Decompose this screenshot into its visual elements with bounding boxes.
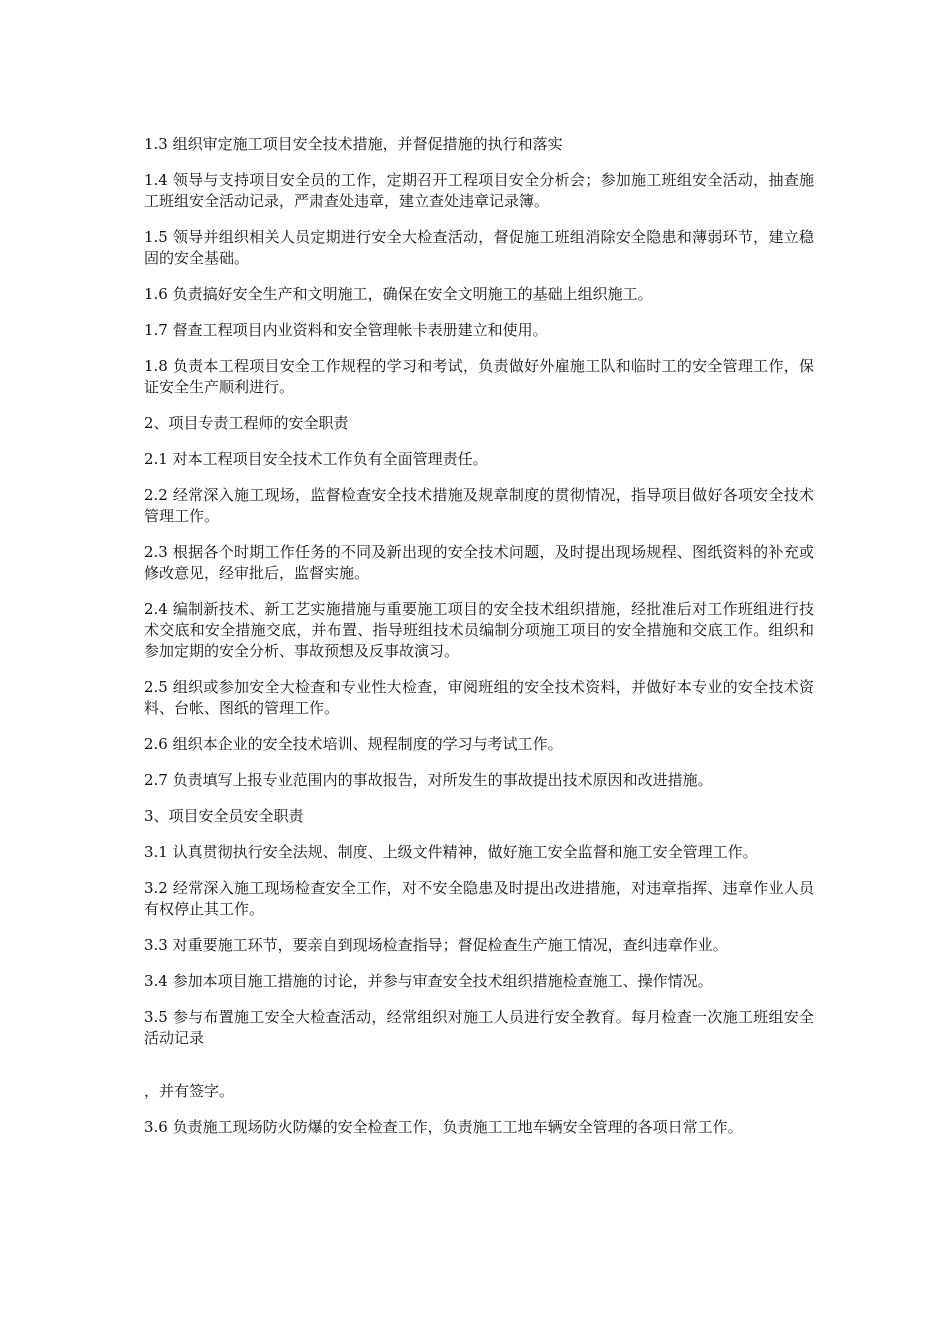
paragraph-2-5: 2.5 组织或参加安全大检查和专业性大检查，审阅班组的安全技术资料，并做好本专业的安全技术资料、台帐、图纸的管理工作。 <box>144 678 814 717</box>
paragraph-2-7: 2.7 负责填写上报专业范围内的事故报告，对所发生的事故提出技术原因和改进措施。 <box>144 771 713 789</box>
paragraph-3-5: 3.5 参与布置施工安全大检查活动，经常组织对施工人员进行安全教育。每月检查一次施工班组安全活动记录 <box>144 1008 814 1047</box>
section-heading-2: 2、项目专责工程师的安全职责 <box>144 414 349 432</box>
paragraph-3-4: 3.4 参加本项目施工措施的讨论，并参与审查安全技术组织措施检查施工、操作情况。 <box>144 972 713 990</box>
paragraph-1-5: 1.5 领导并组织相关人员定期进行安全大检查活动，督促施工班组消除安全隐患和薄弱环节，建立稳固的安全基础。 <box>144 228 814 267</box>
paragraph-3-3: 3.3 对重要施工环节，要亲自到现场检查指导；督促检查生产施工情况，查纠违章作业。 <box>144 936 728 954</box>
paragraph-3-5-continuation: ，并有签字。 <box>144 1082 235 1100</box>
paragraph-2-2: 2.2 经常深入施工现场，监督检查安全技术措施及规章制度的贯彻情况，指导项目做好各项安全技术管理工作。 <box>144 486 814 525</box>
paragraph-3-6: 3.6 负责施工现场防火防爆的安全检查工作，负责施工工地车辆安全管理的各项日常工作。 <box>144 1118 743 1136</box>
paragraph-1-6: 1.6 负责搞好安全生产和文明施工，确保在安全文明施工的基础上组织施工。 <box>144 285 653 303</box>
paragraph-3-1: 3.1 认真贯彻执行安全法规、制度、上级文件精神，做好施工安全监督和施工安全管理工作。 <box>144 843 758 861</box>
paragraph-1-7: 1.7 督查工程项目内业资料和安全管理帐卡表册建立和使用。 <box>144 321 548 339</box>
paragraph-1-8: 1.8 负责本工程项目安全工作规程的学习和考试，负责做好外雇施工队和临时工的安全管理工作，保证安全生产顺利进行。 <box>144 357 814 396</box>
section-heading-3: 3、项目安全员安全职责 <box>144 807 304 825</box>
document-body <box>144 134 814 1153</box>
paragraph-1-3: 1.3 组织审定施工项目安全技术措施，并督促措施的执行和落实 <box>144 135 563 153</box>
paragraph-2-4: 2.4 编制新技术、新工艺实施措施与重要施工项目的安全技术组织措施，经批准后对工作班组进行技术交底和安全措施交底，并布置、指导班组技术员编制分项施工项目的安全措施和交底工作。组织和参加定期的安全分析、事故预想及反事故演习。 <box>144 600 814 660</box>
paragraph-3-2: 3.2 经常深入施工现场检查安全工作，对不安全隐患及时提出改进措施，对违章指挥、违章作业人员有权停止其工作。 <box>144 879 814 918</box>
paragraph-2-1: 2.1 对本工程项目安全技术工作负有全面管理责任。 <box>144 450 488 468</box>
paragraph-1-4: 1.4 领导与支持项目安全员的工作，定期召开工程项目安全分析会；参加施工班组安全活动，抽查施工班组安全活动记录，严肃查处违章，建立查处违章记录簿。 <box>144 171 814 210</box>
paragraph-2-6: 2.6 组织本企业的安全技术培训、规程制度的学习与考试工作。 <box>144 735 563 753</box>
paragraph-2-3: 2.3 根据各个时期工作任务的不同及新出现的安全技术问题，及时提出现场规程、图纸资料的补充或修改意见，经审批后，监督实施。 <box>144 543 814 582</box>
